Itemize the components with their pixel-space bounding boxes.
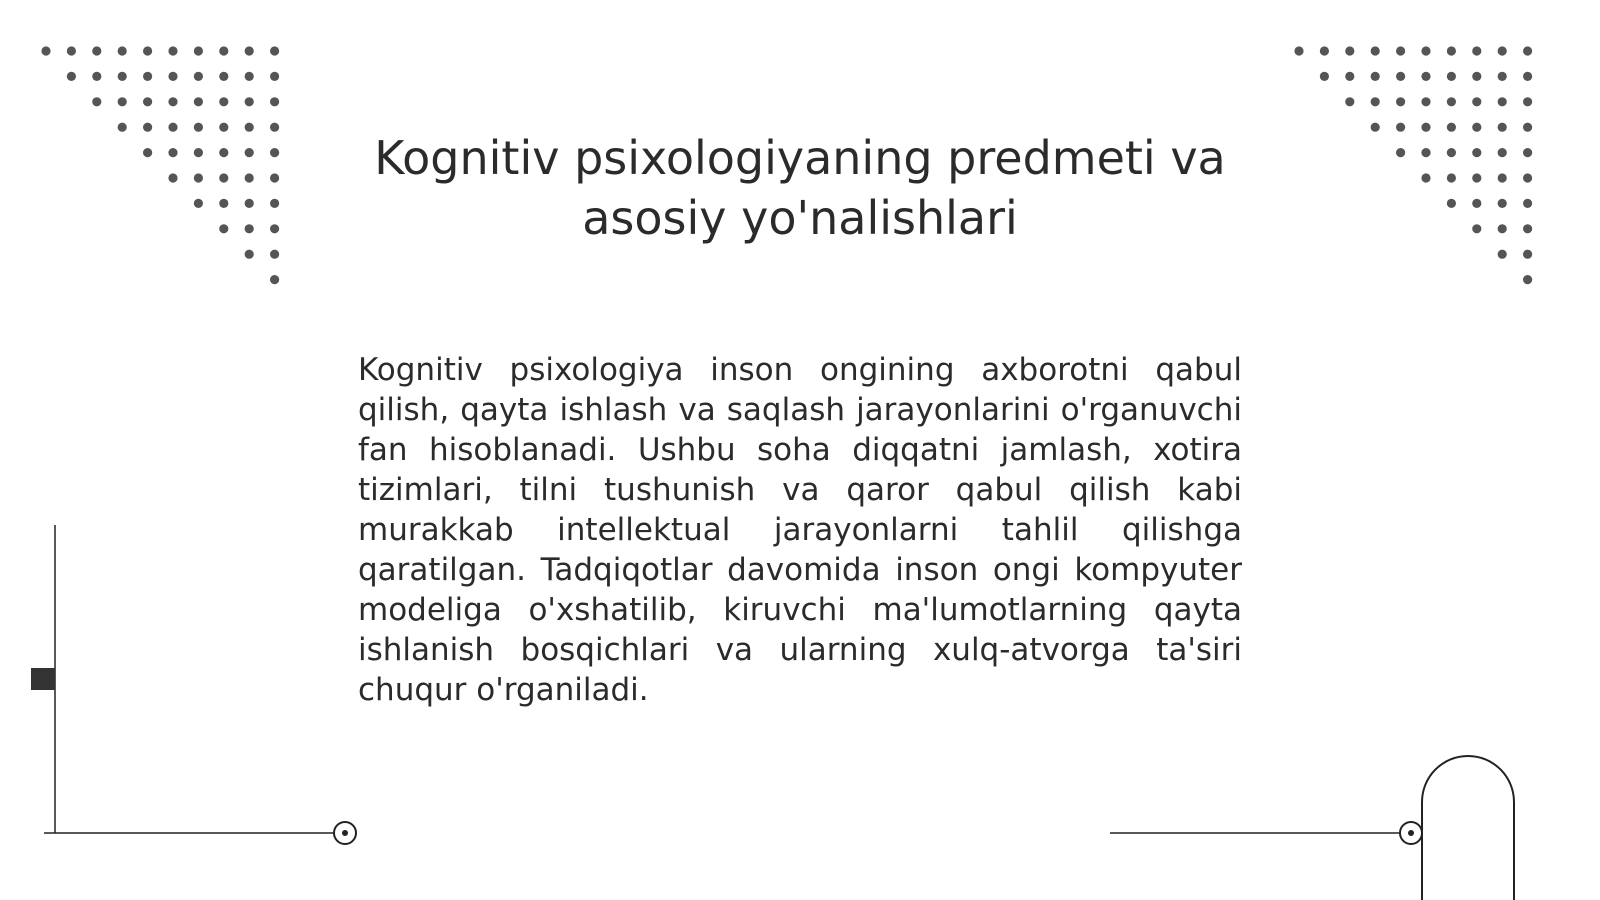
dot bbox=[92, 46, 101, 55]
circle-center-dot bbox=[1408, 830, 1414, 836]
dot bbox=[1472, 97, 1481, 106]
dot bbox=[1472, 173, 1481, 182]
dot bbox=[1498, 72, 1507, 81]
dot bbox=[245, 46, 254, 55]
dot bbox=[1447, 97, 1456, 106]
dot bbox=[1371, 72, 1380, 81]
dot bbox=[270, 224, 279, 233]
dot bbox=[1421, 97, 1430, 106]
dot bbox=[245, 224, 254, 233]
dot bbox=[194, 123, 203, 132]
dot bbox=[1472, 72, 1481, 81]
dot bbox=[1396, 123, 1405, 132]
dot-pattern-top-left bbox=[0, 0, 320, 320]
dot bbox=[143, 46, 152, 55]
dot bbox=[245, 148, 254, 157]
dot bbox=[1523, 275, 1532, 284]
dot bbox=[143, 97, 152, 106]
dot bbox=[194, 97, 203, 106]
dot bbox=[219, 72, 228, 81]
dot bbox=[1498, 148, 1507, 157]
dot bbox=[1371, 123, 1380, 132]
dot bbox=[92, 72, 101, 81]
dot bbox=[118, 46, 127, 55]
dot bbox=[1345, 72, 1354, 81]
dot bbox=[168, 123, 177, 132]
dot bbox=[1472, 123, 1481, 132]
dot bbox=[219, 199, 228, 208]
dot bbox=[1498, 97, 1507, 106]
arch-shape bbox=[1422, 756, 1514, 900]
dot bbox=[1447, 46, 1456, 55]
dot bbox=[1320, 72, 1329, 81]
dot bbox=[1523, 173, 1532, 182]
dot bbox=[219, 46, 228, 55]
dot bbox=[1421, 173, 1430, 182]
dot bbox=[1421, 148, 1430, 157]
bottom-right-line-decoration bbox=[1100, 740, 1600, 900]
dot bbox=[194, 72, 203, 81]
dot bbox=[245, 123, 254, 132]
dot bbox=[270, 173, 279, 182]
dot bbox=[1320, 46, 1329, 55]
dot bbox=[1498, 173, 1507, 182]
dot bbox=[245, 173, 254, 182]
dot bbox=[1523, 148, 1532, 157]
dot bbox=[270, 46, 279, 55]
dot bbox=[1498, 123, 1507, 132]
bottom-left-line-decoration bbox=[0, 500, 380, 860]
dot bbox=[194, 46, 203, 55]
dot bbox=[118, 123, 127, 132]
dot bbox=[219, 173, 228, 182]
dot bbox=[1396, 72, 1405, 81]
dot bbox=[1421, 72, 1430, 81]
dot bbox=[143, 123, 152, 132]
dot bbox=[1294, 46, 1303, 55]
dot bbox=[1523, 46, 1532, 55]
dot bbox=[168, 173, 177, 182]
dot bbox=[219, 224, 228, 233]
dot bbox=[1472, 148, 1481, 157]
dot bbox=[1396, 46, 1405, 55]
dot bbox=[270, 148, 279, 157]
dot bbox=[1421, 123, 1430, 132]
dot bbox=[245, 250, 254, 259]
dot bbox=[41, 46, 50, 55]
dot bbox=[1523, 123, 1532, 132]
square-marker bbox=[31, 668, 55, 690]
dot bbox=[143, 72, 152, 81]
dot bbox=[67, 72, 76, 81]
dot bbox=[168, 72, 177, 81]
dot bbox=[1498, 224, 1507, 233]
dot bbox=[245, 72, 254, 81]
dot bbox=[270, 275, 279, 284]
dot bbox=[168, 97, 177, 106]
dot bbox=[1472, 224, 1481, 233]
dot bbox=[270, 123, 279, 132]
dot bbox=[1523, 224, 1532, 233]
dot bbox=[1345, 97, 1354, 106]
dot bbox=[1447, 199, 1456, 208]
dot bbox=[1472, 46, 1481, 55]
circle-center-dot bbox=[342, 830, 348, 836]
dot bbox=[1371, 46, 1380, 55]
dot bbox=[1447, 148, 1456, 157]
dot bbox=[1447, 72, 1456, 81]
dot bbox=[1523, 72, 1532, 81]
dot bbox=[270, 250, 279, 259]
dot bbox=[1447, 123, 1456, 132]
dot bbox=[92, 97, 101, 106]
dot bbox=[118, 72, 127, 81]
dot bbox=[1421, 46, 1430, 55]
dot bbox=[1523, 199, 1532, 208]
dot bbox=[194, 199, 203, 208]
dot bbox=[67, 46, 76, 55]
dot bbox=[1396, 97, 1405, 106]
dot bbox=[1498, 250, 1507, 259]
dot bbox=[1523, 250, 1532, 259]
dot bbox=[1447, 173, 1456, 182]
dot bbox=[1498, 46, 1507, 55]
dot-pattern-top-right bbox=[1280, 0, 1600, 320]
dot bbox=[143, 148, 152, 157]
dot bbox=[219, 148, 228, 157]
dot bbox=[219, 123, 228, 132]
dot bbox=[270, 97, 279, 106]
dot bbox=[194, 173, 203, 182]
slide-body-text: Kognitiv psixologiya inson ongining axborotni qabul qilish, qayta ishlash va saqlash jarayonlarini o'rganuvchi fan hisoblanadi. Ushbu soha diqqatni jamlash, xotira tizimlari, tilni tushunish va qaror qabul qilish kabi murakkab intellektual jarayonlarni tahlil qilishga qaratilgan. Tadqiqotlar davomida inson ongi kompyuter modeliga o'xshatilib, kiruvchi ma'lumotlarning qayta ishlanish bosqichlari va ularning xulq-atvorga ta'siri chuqur o'rganiladi. bbox=[358, 352, 1242, 708]
dot bbox=[194, 148, 203, 157]
dot bbox=[1396, 148, 1405, 157]
dot bbox=[1345, 46, 1354, 55]
dot bbox=[245, 97, 254, 106]
dot bbox=[1498, 199, 1507, 208]
dot bbox=[1371, 97, 1380, 106]
dot bbox=[168, 46, 177, 55]
slide-title: Kognitiv psixologiyaning predmeti va asosiy yo'nalishlari bbox=[374, 131, 1226, 245]
dot bbox=[245, 199, 254, 208]
dot bbox=[168, 148, 177, 157]
dot bbox=[270, 72, 279, 81]
dot bbox=[219, 97, 228, 106]
dot bbox=[1472, 199, 1481, 208]
dot bbox=[270, 199, 279, 208]
dot bbox=[118, 97, 127, 106]
dot bbox=[1523, 97, 1532, 106]
